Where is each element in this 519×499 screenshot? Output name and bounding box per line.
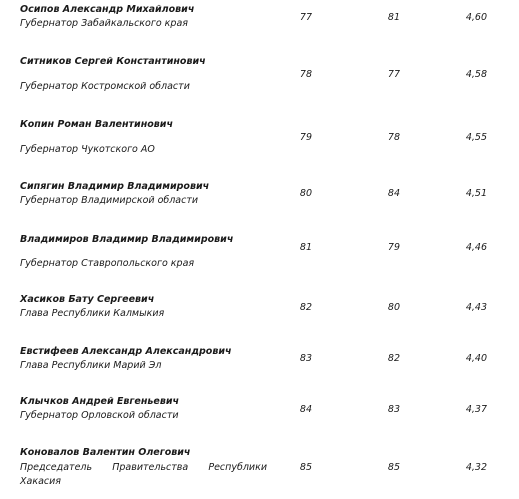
score-value: 4,51	[465, 188, 487, 199]
score-value: 4,60	[465, 12, 487, 23]
rank-value: 84	[299, 404, 312, 415]
previous-rank-value: 83	[387, 404, 400, 415]
rank-value: 78	[299, 69, 312, 80]
person-name: Хасиков Бату Сергеевич	[20, 294, 155, 305]
person-position: Губернатор Ставропольского края	[20, 258, 195, 269]
person-name: Владимиров Владимир Владимирович	[20, 234, 234, 245]
previous-rank-value: 85	[387, 462, 400, 473]
person-position: Глава Республики Калмыкия	[20, 308, 165, 319]
rank-value: 81	[299, 242, 312, 253]
previous-rank-value: 78	[387, 132, 400, 143]
previous-rank-value: 84	[387, 188, 400, 199]
previous-rank-value: 79	[387, 242, 400, 253]
person-name: Евстифеев Александр Александрович	[20, 346, 232, 357]
person-position: Губернатор Забайкальского края	[20, 18, 188, 29]
rank-value: 79	[299, 132, 312, 143]
score-value: 4,40	[465, 353, 487, 364]
person-name: Осипов Александр Михайлович	[20, 4, 195, 15]
rank-value: 83	[299, 353, 312, 364]
previous-rank-value: 82	[387, 353, 400, 364]
score-value: 4,46	[465, 242, 487, 253]
rank-value: 77	[299, 12, 312, 23]
previous-rank-value: 77	[387, 69, 400, 80]
person-name: Копин Роман Валентинович	[20, 119, 173, 130]
person-position: Губернатор Костромской области	[20, 81, 190, 92]
rank-value: 82	[299, 302, 312, 313]
person-name: Коновалов Валентин Олегович	[20, 447, 191, 458]
score-value: 4,58	[465, 69, 487, 80]
rank-value: 80	[299, 188, 312, 199]
previous-rank-value: 81	[387, 12, 400, 23]
person-name: Ситников Сергей Константинович	[20, 56, 206, 67]
previous-rank-value: 80	[387, 302, 400, 313]
person-position: Председатель Правительства Республики	[20, 462, 267, 473]
rank-value: 85	[299, 462, 312, 473]
score-value: 4,43	[465, 302, 487, 313]
person-position: Губернатор Орловской области	[20, 410, 179, 421]
person-position-continued: Хакасия	[20, 476, 62, 487]
person-position: Глава Республики Марий Эл	[20, 360, 162, 371]
score-value: 4,37	[465, 404, 487, 415]
person-position: Губернатор Чукотского АО	[20, 144, 155, 155]
person-position: Губернатор Владимирской области	[20, 195, 199, 206]
score-value: 4,55	[465, 132, 487, 143]
person-name: Сипягин Владимир Владимирович	[20, 181, 210, 192]
score-value: 4,32	[465, 462, 487, 473]
person-name: Клычков Андрей Евгеньевич	[20, 396, 180, 407]
